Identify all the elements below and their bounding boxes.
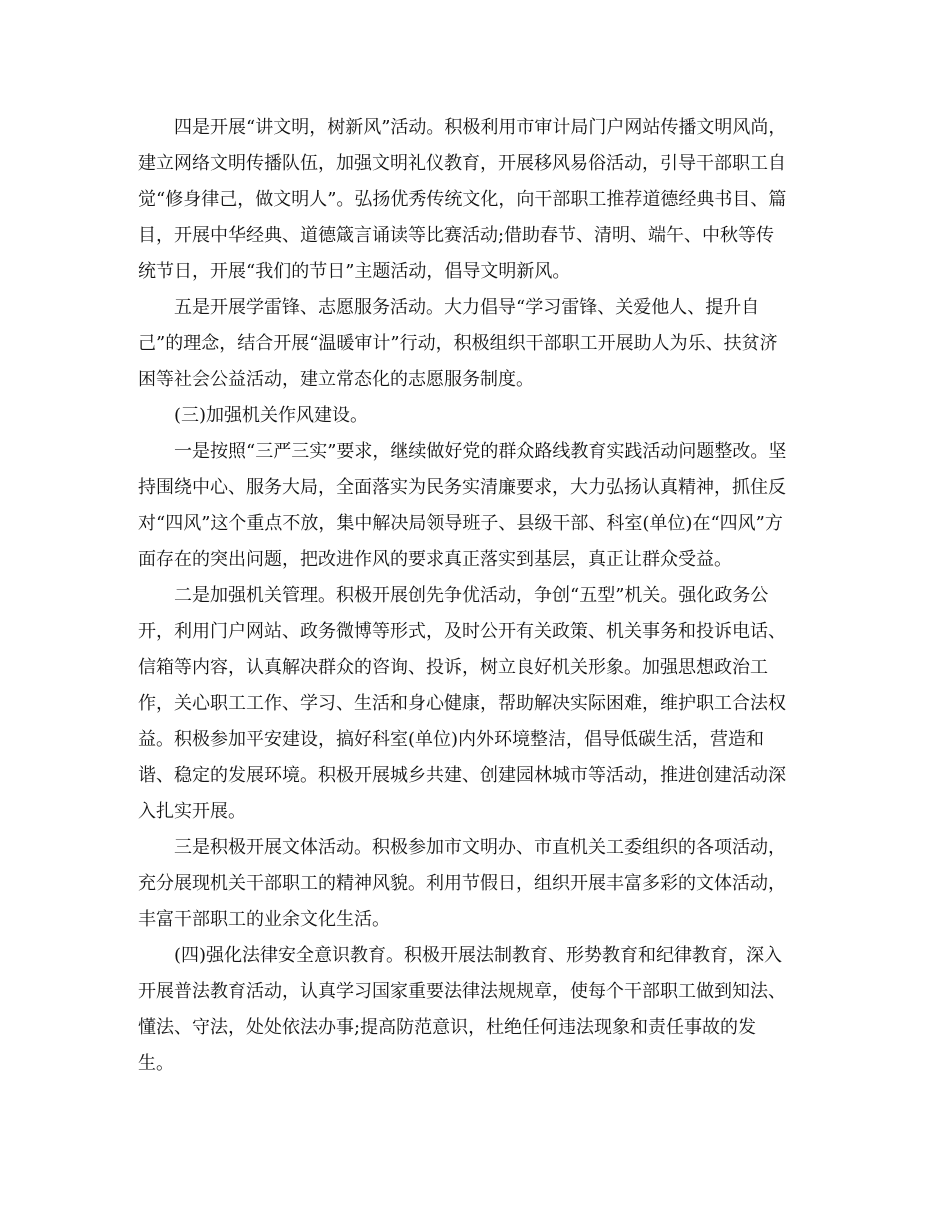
text-line: 建立网络文明传播队伍，加强文明礼仪教育，开展移风易俗活动，引导干部职工自 bbox=[138, 153, 786, 174]
paragraph-style-two bbox=[138, 578, 812, 830]
paragraph-activity-five bbox=[138, 290, 812, 398]
text-line: 信箱等内容，认真解决群众的咨询、投诉，树立良好机关形象。加强思想政治工 bbox=[138, 657, 768, 678]
text-line: 己”的理念，结合开展“温暖审计”行动，积极组织干部职工开展助人为乐、扶贫济 bbox=[138, 333, 778, 354]
text-line: 充分展现机关干部职工的精神风貌。利用节假日，组织开展丰富多彩的文体活动， bbox=[138, 873, 786, 894]
text-line: 丰富干部职工的业余文化生活。 bbox=[138, 909, 390, 930]
text-line: (三)加强机关作风建设。 bbox=[174, 405, 369, 426]
text-line: 益。积极参加平安建设，搞好科室(单位)内外环境整洁，倡导低碳生活，营造和 bbox=[138, 729, 765, 750]
text-line: 统节日，开展“我们的节日”主题活动，倡导文明新风。 bbox=[138, 261, 571, 282]
section-heading-three bbox=[138, 398, 812, 434]
text-line: 面存在的突出问题，把改进作风的要求真正落实到基层，真正让群众受益。 bbox=[138, 549, 732, 570]
text-line: 懂法、守法，处处依法办事;提高防范意识，杜绝任何违法现象和责任事故的发 bbox=[138, 1017, 757, 1038]
text-line: 一是按照“三严三实”要求，继续做好党的群众路线教育实践活动问题整改。坚 bbox=[174, 441, 787, 462]
text-line: 对“四风”这个重点不放，集中解决局领导班子、县级干部、科室(单位)在“四风”方 bbox=[138, 513, 783, 534]
text-line: 谐、稳定的发展环境。积极开展城乡共建、创建园林城市等活动，推进创建活动深 bbox=[138, 765, 786, 786]
text-line: 二是加强机关管理。积极开展创先争优活动，争创“五型”机关。强化政务公 bbox=[174, 585, 769, 606]
paragraph-style-three bbox=[138, 830, 812, 938]
text-line: 入扎实开展。 bbox=[138, 801, 246, 822]
text-line: 四是开展“讲文明，树新风”活动。积极利用市审计局门户网站传播文明风尚， bbox=[174, 117, 787, 138]
text-line: 持围绕中心、服务大局，全面落实为民务实清廉要求，大力弘扬认真精神，抓住反 bbox=[138, 477, 786, 498]
text-line: 作，关心职工工作、学习、生活和身心健康，帮助解决实际困难，维护职工合法权 bbox=[138, 693, 786, 714]
text-line: 目，开展中华经典、道德箴言诵读等比赛活动;借助春节、清明、端午、中秋等传 bbox=[138, 225, 775, 246]
text-line: 五是开展学雷锋、志愿服务活动。大力倡导“学习雷锋、关爱他人、提升自 bbox=[174, 297, 760, 318]
document-body bbox=[138, 110, 812, 1082]
text-line: 开，利用门户网站、政务微博等形式，及时公开有关政策、机关事务和投诉电话、 bbox=[138, 621, 786, 642]
paragraph-activity-four bbox=[138, 110, 812, 290]
text-line: (四)强化法律安全意识教育。积极开展法制教育、形势教育和纪律教育，深入 bbox=[174, 945, 783, 966]
text-line: 困等社会公益活动，建立常态化的志愿服务制度。 bbox=[138, 369, 534, 390]
paragraph-style-one bbox=[138, 434, 812, 578]
text-line: 觉“修身律己，做文明人”。弘扬优秀传统文化，向干部职工推荐道德经典书目、篇 bbox=[138, 189, 787, 210]
text-line: 开展普法教育活动，认真学习国家重要法律法规规章，使每个干部职工做到知法、 bbox=[138, 981, 786, 1002]
text-line: 三是积极开展文体活动。积极参加市文明办、市直机关工委组织的各项活动， bbox=[174, 837, 786, 858]
paragraph-section-four bbox=[138, 938, 812, 1082]
text-line: 生。 bbox=[138, 1053, 174, 1074]
